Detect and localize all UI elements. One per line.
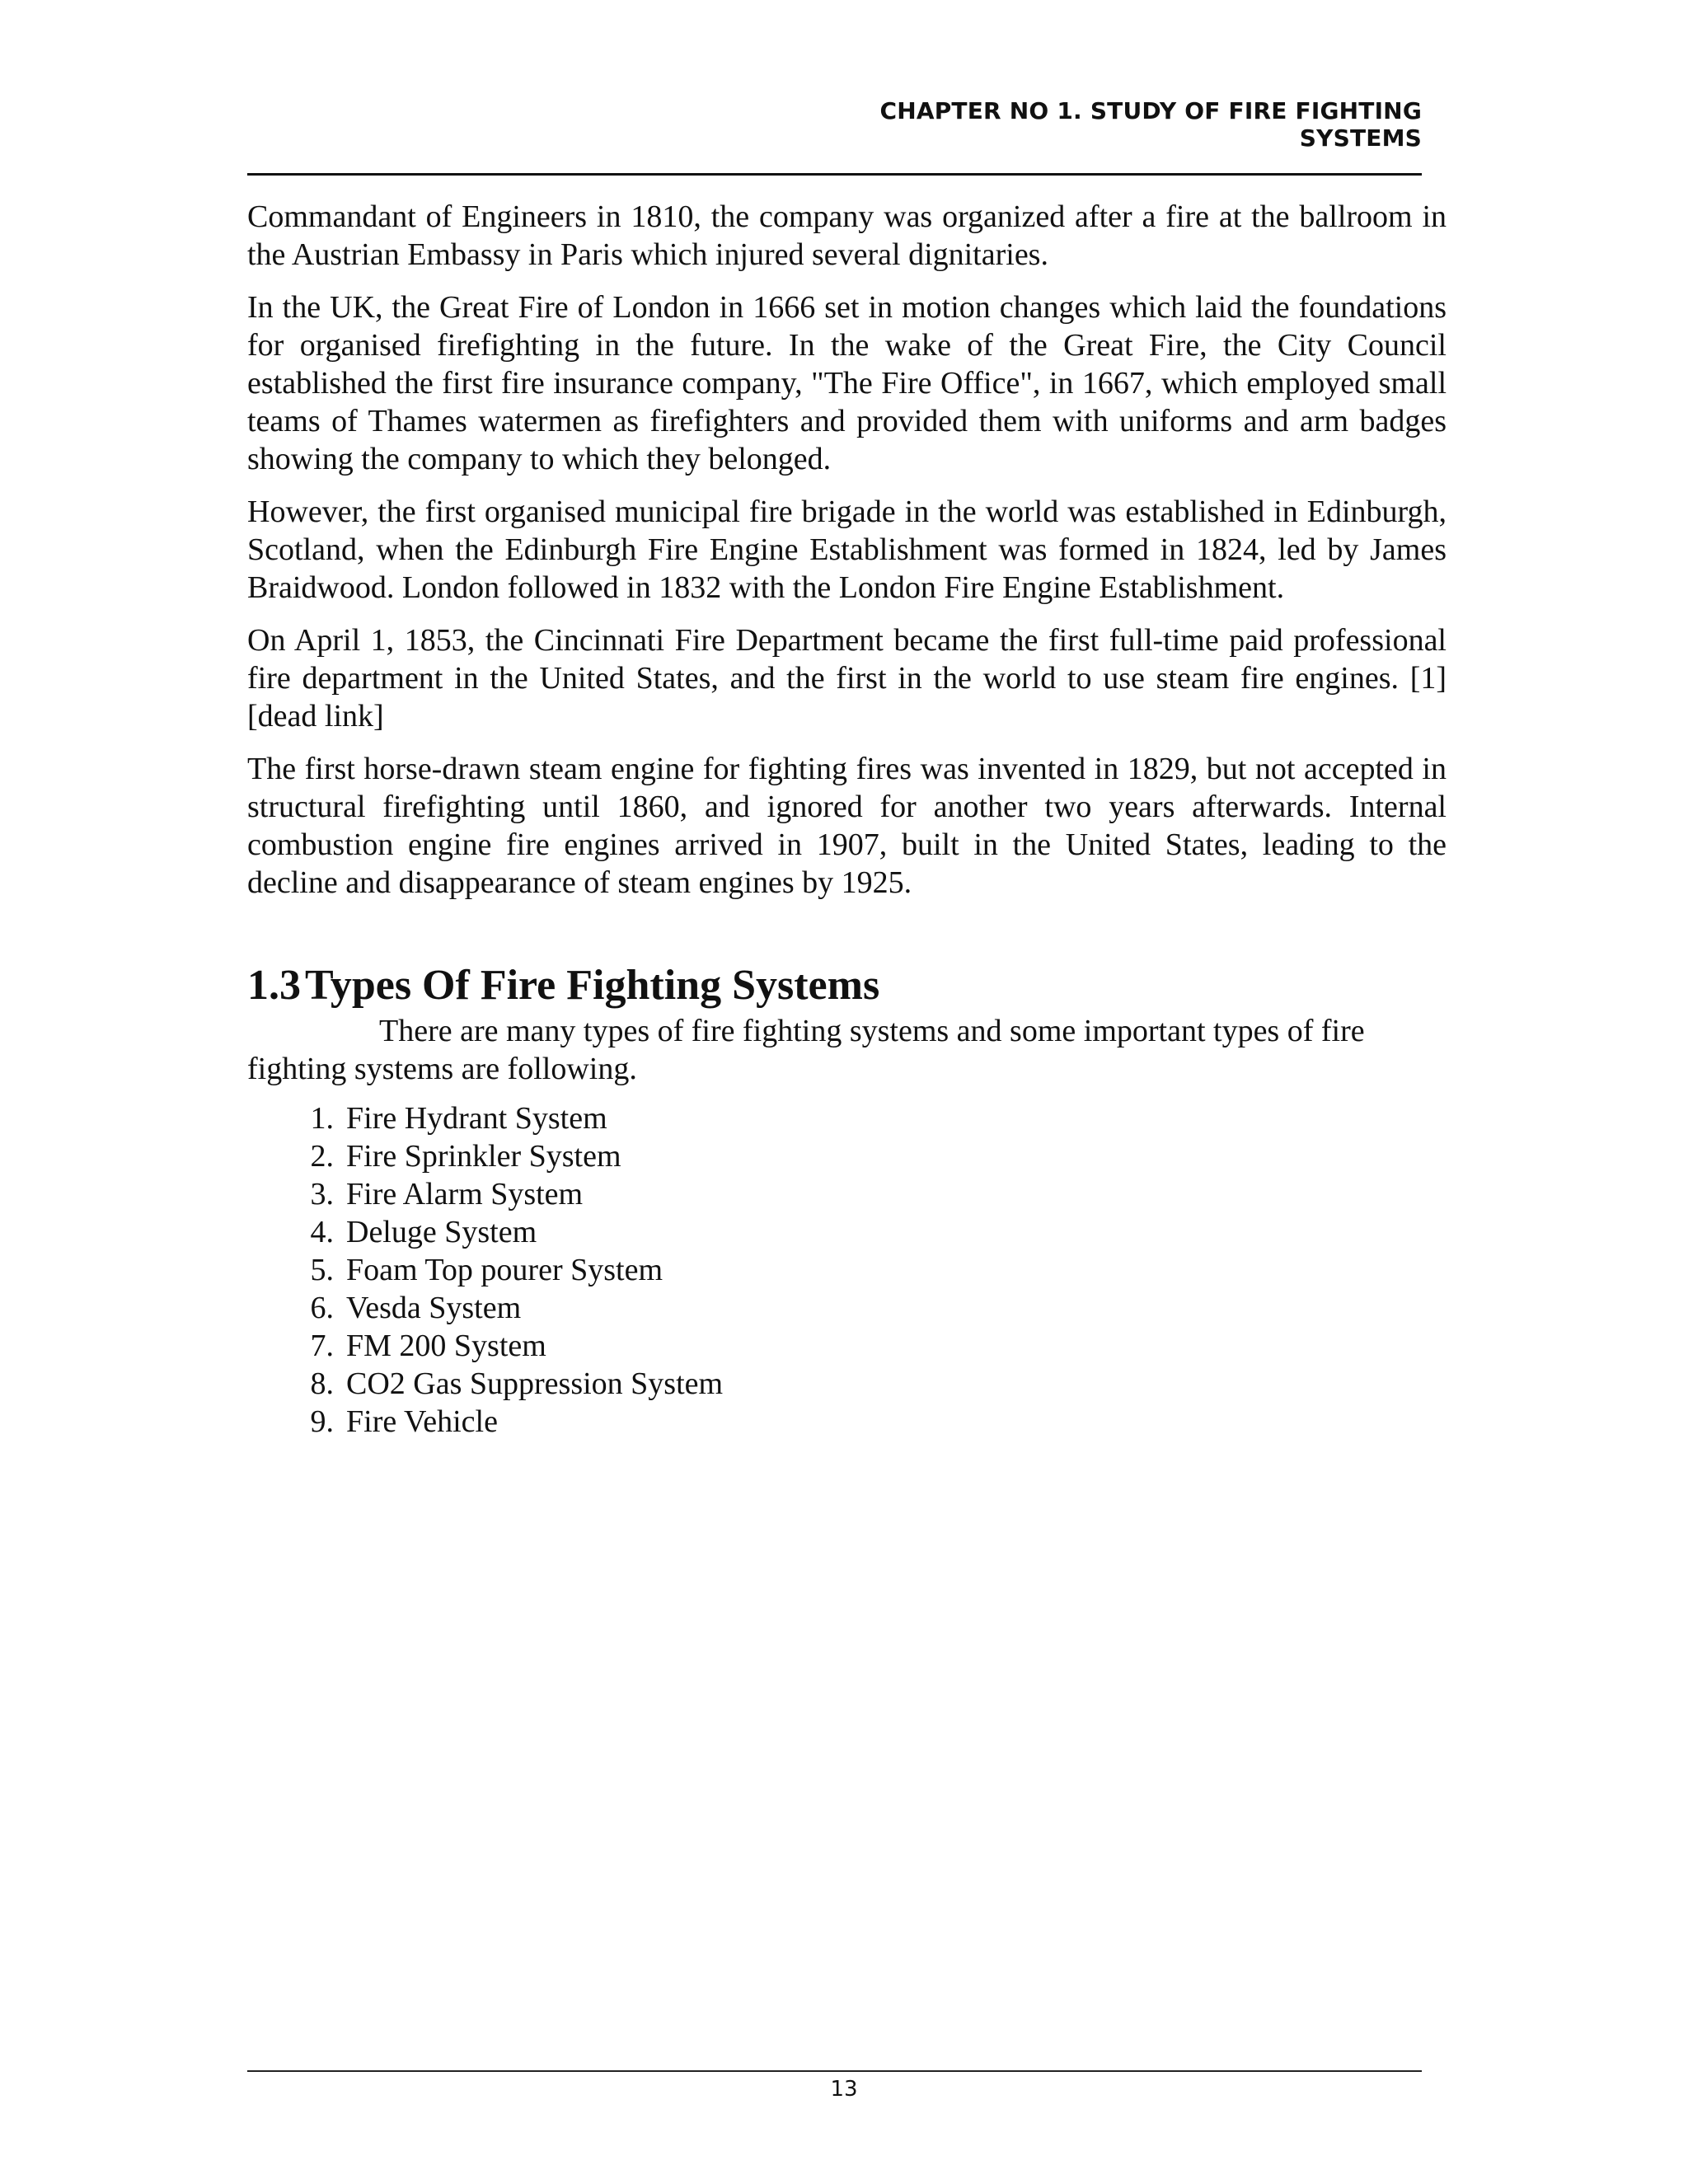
list-item-label: Fire Hydrant System	[346, 1101, 607, 1136]
page-number: 13	[830, 2077, 858, 2102]
list-item	[247, 1289, 1447, 1327]
list-item-label: Fire Alarm System	[346, 1177, 584, 1212]
fire-system-types-list	[247, 1099, 1447, 1441]
chapter-header: CHAPTER NO 1. STUDY OF FIRE FIGHTING SYSTEMS	[879, 97, 1422, 152]
header-divider	[247, 173, 1422, 176]
paragraph-1: Commandant of Engineers in 1810, the company was organized after a fire at the ballroom in the Austrian Embassy in Paris which injured several dignitaries.	[247, 199, 1447, 272]
list-item	[247, 1403, 1447, 1441]
list-item	[247, 1251, 1447, 1289]
list-item-number: 6.	[310, 1291, 334, 1325]
list-item	[247, 1175, 1447, 1213]
list-item-number: 9.	[310, 1404, 334, 1439]
list-item	[247, 1137, 1447, 1175]
list-item-number: 4.	[310, 1215, 334, 1249]
list-item-number: 5.	[310, 1253, 334, 1287]
list-item-number: 7.	[310, 1329, 334, 1363]
page-body	[247, 198, 1447, 1441]
list-item-number: 1.	[310, 1101, 334, 1136]
list-item	[247, 1327, 1447, 1365]
list-item	[247, 1099, 1447, 1137]
section-number: 1.3	[247, 962, 301, 1009]
list-item-label: Vesda System	[346, 1291, 522, 1325]
list-item-label: FM 200 System	[346, 1329, 546, 1363]
list-item-label: CO2 Gas Suppression System	[346, 1366, 724, 1401]
list-item-number: 2.	[310, 1139, 334, 1174]
list-item	[247, 1213, 1447, 1251]
paragraph-5: The first horse-drawn steam engine for fighting fires was invented in 1829, but not accepted in structural firefighting until 1860, and ignored for another two years afterwards. Internal combustion engine fire engines arrived in 1907, built in the United States, leading to the decline and disappearance of steam engines by 1925.	[247, 752, 1447, 900]
list-item-number: 3.	[310, 1177, 334, 1212]
list-item-number: 8.	[310, 1366, 334, 1401]
section-title: Types Of Fire Fighting Systems	[305, 962, 880, 1009]
paragraph-4: On April 1, 1853, the Cincinnati Fire Department became the first full-time paid professional fire department in the United States, and the first in the world to use steam fire engines. [1][dead link]	[247, 623, 1447, 733]
list-item-label: Deluge System	[346, 1215, 537, 1249]
section-heading	[247, 959, 1447, 1012]
list-item	[247, 1365, 1447, 1403]
section-intro: There are many types of fire fighting systems and some important types of fire fighting systems are following.	[247, 1014, 1365, 1086]
list-item-label: Foam Top pourer System	[346, 1253, 663, 1287]
paragraph-3: However, the first organised municipal fire brigade in the world was established in Edinburgh, Scotland, when the Edinburgh Fire Engine Establishment was formed in 1824, led by James Braidwood. London followed in 1832 with the London Fire Engine Establishment.	[247, 494, 1447, 605]
list-item-label: Fire Vehicle	[346, 1404, 498, 1439]
paragraph-2: In the UK, the Great Fire of London in 1666 set in motion changes which laid the foundations for organised firefighting in the future. In the wake of the Great Fire, the City Council established the first fire insurance company, "The Fire Office", in 1667, which employed small teams of Thames watermen as firefighters and provided them with uniforms and arm badges showing the company to which they belonged.	[247, 290, 1447, 476]
footer-divider	[247, 2070, 1422, 2072]
list-item-label: Fire Sprinkler System	[346, 1139, 621, 1174]
